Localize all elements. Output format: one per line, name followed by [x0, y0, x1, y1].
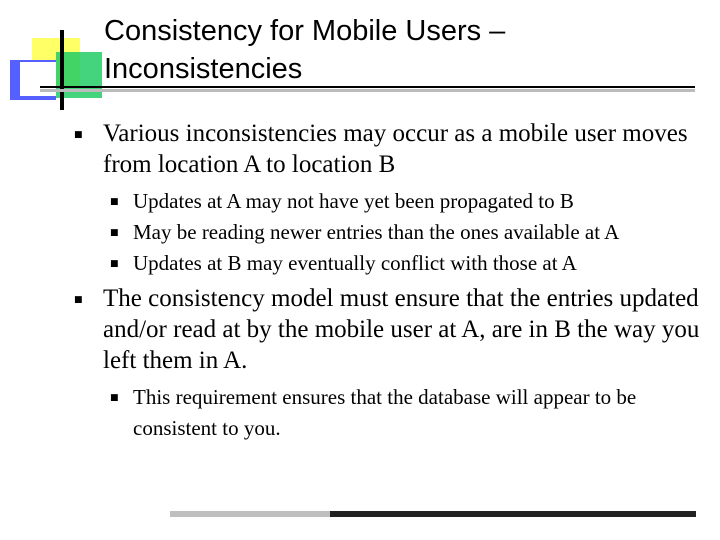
- square-bullet-icon: ■: [110, 259, 119, 269]
- bullet-2: [70, 283, 710, 376]
- title-underline-shadow: [40, 89, 695, 92]
- square-bullet-icon: ■: [110, 228, 119, 238]
- decor-vertical-line: [60, 30, 64, 110]
- slide-title: [104, 12, 505, 88]
- square-bullet-icon: ■: [110, 393, 119, 403]
- sub-bullet-1-3: [70, 248, 710, 279]
- slide-title-line-1: Consistency for Mobile Users –: [104, 15, 506, 47]
- sub-bullet-1-2-text: May be reading newer entries than the ones available at A: [133, 220, 620, 244]
- slide-title-line-2: Inconsistencies: [104, 53, 303, 85]
- slide-body: [70, 118, 710, 444]
- sub-bullet-1-1-text: Updates at A may not have yet been propagated to B: [133, 189, 574, 213]
- square-bullet-icon: ■: [74, 130, 83, 140]
- square-bullet-icon: ■: [74, 295, 83, 305]
- bullet-2-text: The consistency model must ensure that the entries updated and/or read at by the mobile user at A, are in B the way you left them in A.: [103, 285, 700, 374]
- sub-bullet-1-1: [70, 186, 710, 217]
- sub-bullet-1-3-text: Updates at B may eventually conflict with those at A: [133, 251, 577, 275]
- bullet-1: [70, 118, 710, 180]
- sub-bullet-2-1-text: This requirement ensures that the database will appear to be consistent to you.: [133, 385, 637, 440]
- bullet-1-text: Various inconsistencies may occur as a mobile user moves from location A to location B: [103, 120, 688, 178]
- square-bullet-icon: ■: [110, 197, 119, 207]
- sub-bullet-2-1: [70, 382, 710, 444]
- sub-bullet-1-2: [70, 217, 710, 248]
- footer-bar-dark: [330, 511, 696, 517]
